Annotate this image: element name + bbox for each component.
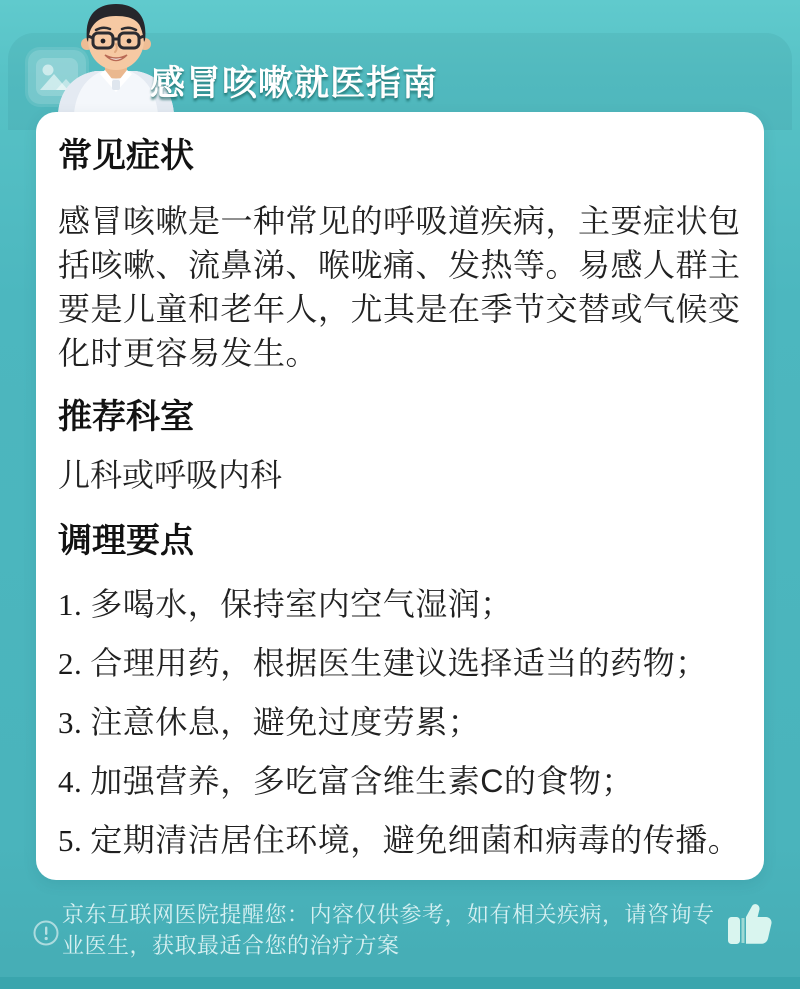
list-number: 4. xyxy=(58,764,83,800)
department-value: 儿科或呼吸内科 xyxy=(58,456,283,493)
list-item xyxy=(58,582,742,627)
thumbs-up-icon[interactable] xyxy=(724,903,774,951)
list-item xyxy=(58,641,742,686)
list-text: 多喝水，保持室内空气湿润； xyxy=(90,586,513,623)
list-text: 注意休息，避免过度劳累； xyxy=(90,704,481,741)
footer xyxy=(0,893,800,977)
section-heading-care: 调理要点 xyxy=(58,521,194,560)
list-text: 加强营养，多吃富含维生素C的食物； xyxy=(90,763,634,800)
alert-circle-icon xyxy=(33,920,59,946)
list-number: 2. xyxy=(58,646,83,682)
section-heading-symptoms: 常见症状 xyxy=(58,137,194,175)
symptoms-paragraph: 感冒咳嗽是一种常见的呼吸道疾病，主要症状包括咳嗽、流鼻涕、喉咙痛、发热等。易感人群主要是儿童和老年人，尤其是在季节交替或气候变化时更容易发生。 xyxy=(58,203,741,372)
list-item xyxy=(58,700,742,745)
list-text: 定期清洁居住环境，避免细菌和病毒的传播。 xyxy=(90,822,741,859)
disclaimer-text: 京东互联网医院提醒您：内容仅供参考，如有相关疾病，请咨询专业医生，获取最适合您的治疗方案 xyxy=(62,902,715,958)
list-number: 5. xyxy=(58,823,83,859)
list-item xyxy=(58,818,742,863)
section-heading-department: 推荐科室 xyxy=(58,398,194,437)
bottom-strip xyxy=(0,977,800,989)
list-number: 1. xyxy=(58,587,83,623)
care-list xyxy=(58,582,742,863)
list-text: 合理用药，根据医生建议选择适当的药物； xyxy=(90,645,708,682)
list-number: 3. xyxy=(58,705,83,741)
content-card xyxy=(36,112,764,880)
list-item xyxy=(58,759,742,804)
page-title: 感冒咳嗽就医指南 xyxy=(150,64,439,103)
